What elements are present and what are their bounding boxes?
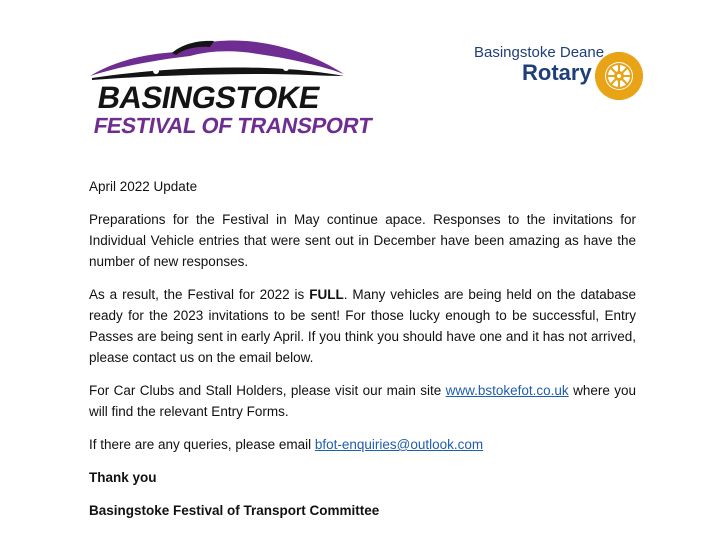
festival-logo [86, 38, 374, 138]
paragraph-preparations: Preparations for the Festival in May continue apace. Responses to the invitations for Individual Vehicle entries that were sent out in December have been amazing as have the number of new responses. [89, 212, 636, 269]
p3-text-end: where you will find the relevant Entry Forms. [89, 383, 636, 419]
letter-body [89, 176, 636, 533]
signoff-thanks: Thank you [89, 470, 157, 485]
paragraph-car-clubs [89, 380, 636, 422]
signoff-committee: Basingstoke Festival of Transport Committee [89, 503, 380, 518]
car-silhouette-icon [86, 38, 348, 84]
logo-title: BASINGSTOKE [95, 80, 323, 115]
p4-text: If there are any queries, please email [89, 437, 315, 452]
rotary-wordmark: Rotary [522, 60, 592, 85]
website-link[interactable]: www.bstokefot.co.uk [445, 383, 569, 398]
email-link[interactable]: bfot-enquiries@outlook.com [314, 437, 484, 452]
paragraph-festival-full [89, 284, 636, 368]
logo-subtitle: FESTIVAL OF TRANSPORT [91, 113, 374, 138]
rotary-club-name: Basingstoke Deane [474, 44, 605, 61]
paragraph-queries [89, 434, 636, 455]
p3-text-start: For Car Clubs and Stall Holders, please visit our main site [89, 383, 446, 398]
rotary-wheel-icon [595, 52, 643, 100]
p2-text-start: As a result, the Festival for 2022 is [89, 287, 310, 302]
p2-text-end: . Many vehicles are being held on the database ready for the 2023 invitations to be sent! For those lucky enough to be successful, Entry Passes are being sent in early April. If you think you should have one and it has not arrived, please contact us on the email below. [89, 287, 636, 365]
full-emphasis: FULL [309, 287, 344, 302]
rotary-logo [474, 44, 644, 100]
letter-heading: April 2022 Update [89, 179, 198, 194]
